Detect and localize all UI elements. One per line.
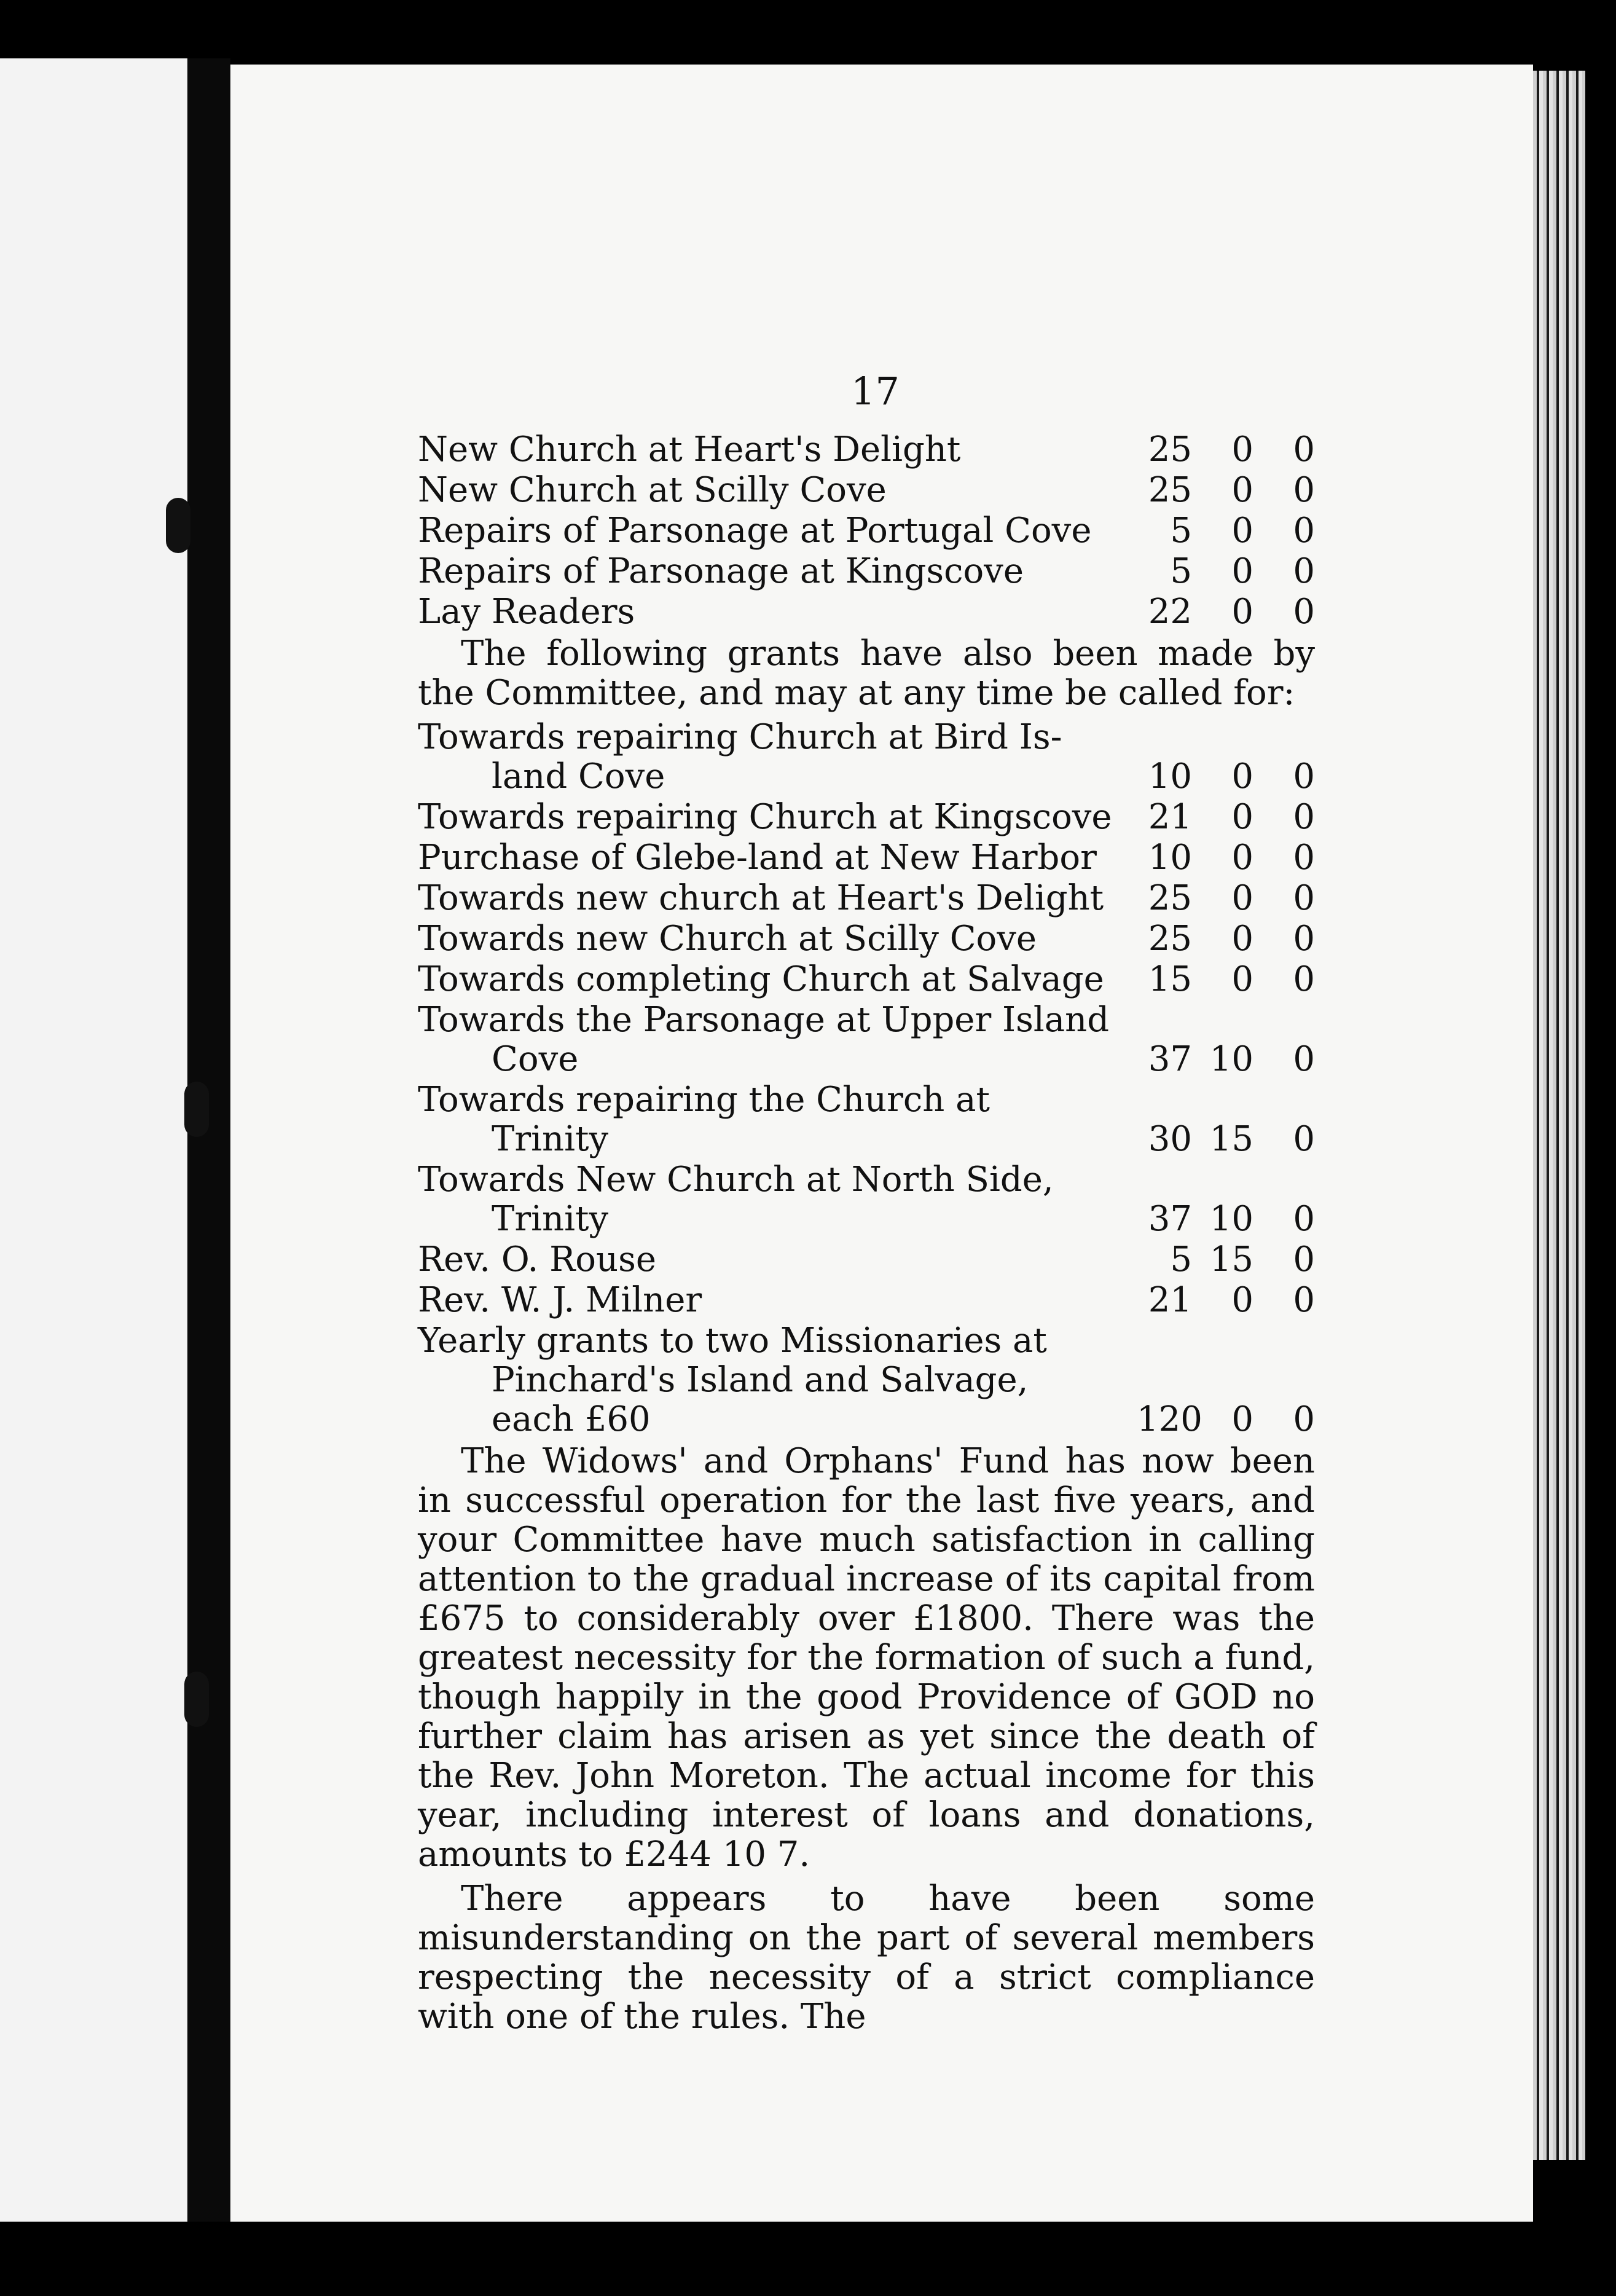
binding-clip xyxy=(166,498,190,553)
grants-list-b xyxy=(418,718,1315,1439)
list-item: Towards new church at Heart's Delight 25 0 0 xyxy=(418,878,1315,918)
page-edge xyxy=(1533,71,1585,2160)
list-item: Towards the Parsonage at Upper Island Cove 37 10 0 xyxy=(418,1000,1315,1079)
grants-list-a xyxy=(418,430,1315,632)
paragraph-misunderstanding: There appears to have been some misunderstanding on the part of several members respecting the necessity of a strict compliance with one of the rules. The xyxy=(418,1879,1315,2037)
list-item-yearly-grants: Yearly grants to two Missionaries at Pinchard's Island and Salvage, each £60 120 0 0 xyxy=(418,1321,1315,1439)
binding-clip xyxy=(184,1672,209,1727)
list-item: Towards repairing Church at Kingscove 21 0 0 xyxy=(418,797,1315,837)
list-item: New Church at Scilly Cove 25 0 0 xyxy=(418,470,1315,510)
book-spine xyxy=(187,58,230,2222)
list-item: Towards new Church at Scilly Cove 25 0 0 xyxy=(418,919,1315,959)
list-item: Repairs of Parsonage at Portugal Cove 5 0 0 xyxy=(418,511,1315,551)
list-item: Repairs of Parsonage at Kingscove 5 0 0 xyxy=(418,551,1315,591)
list-item: Towards repairing Church at Bird Is- land Cove 10 0 0 xyxy=(418,717,1315,796)
list-item: Towards completing Church at Salvage 15 0 0 xyxy=(418,959,1315,999)
binding-clip xyxy=(184,1082,209,1137)
list-item: Rev. W. J. Milner 21 0 0 xyxy=(418,1280,1315,1320)
list-item: Rev. O. Rouse 5 15 0 xyxy=(418,1240,1315,1280)
page-number: 17 xyxy=(851,369,900,414)
list-item: Purchase of Glebe-land at New Harbor 10 0 0 xyxy=(418,838,1315,878)
page-text xyxy=(418,430,1315,2042)
list-item: Towards New Church at North Side, Trinity 37 10 0 xyxy=(418,1160,1315,1239)
list-item: Lay Readers 22 0 0 xyxy=(418,592,1315,632)
list-item: Towards repairing the Church at Trinity 30 15 0 xyxy=(418,1080,1315,1159)
paragraph-widows-fund: The Widows' and Orphans' Fund has now been in successful operation for the last five years, and your Committee have much satisfaction in calling attention to the gradual increase of its capital from £675 to considerably over £1800. There was the greatest necessity for the formation of such a fund, though happily in the good Providence of GOD no further claim has arisen as yet since the death of the Rev. John Moreton. The actual income for this year, including interest of loans and donations, amounts to £244 10 7. xyxy=(418,1441,1315,1874)
intro-text: The following grants have also been made by the Committee, and may at any time be called for: xyxy=(418,634,1315,713)
binding-strip xyxy=(0,58,187,2222)
list-item: New Church at Heart's Delight 25 0 0 xyxy=(418,430,1315,470)
